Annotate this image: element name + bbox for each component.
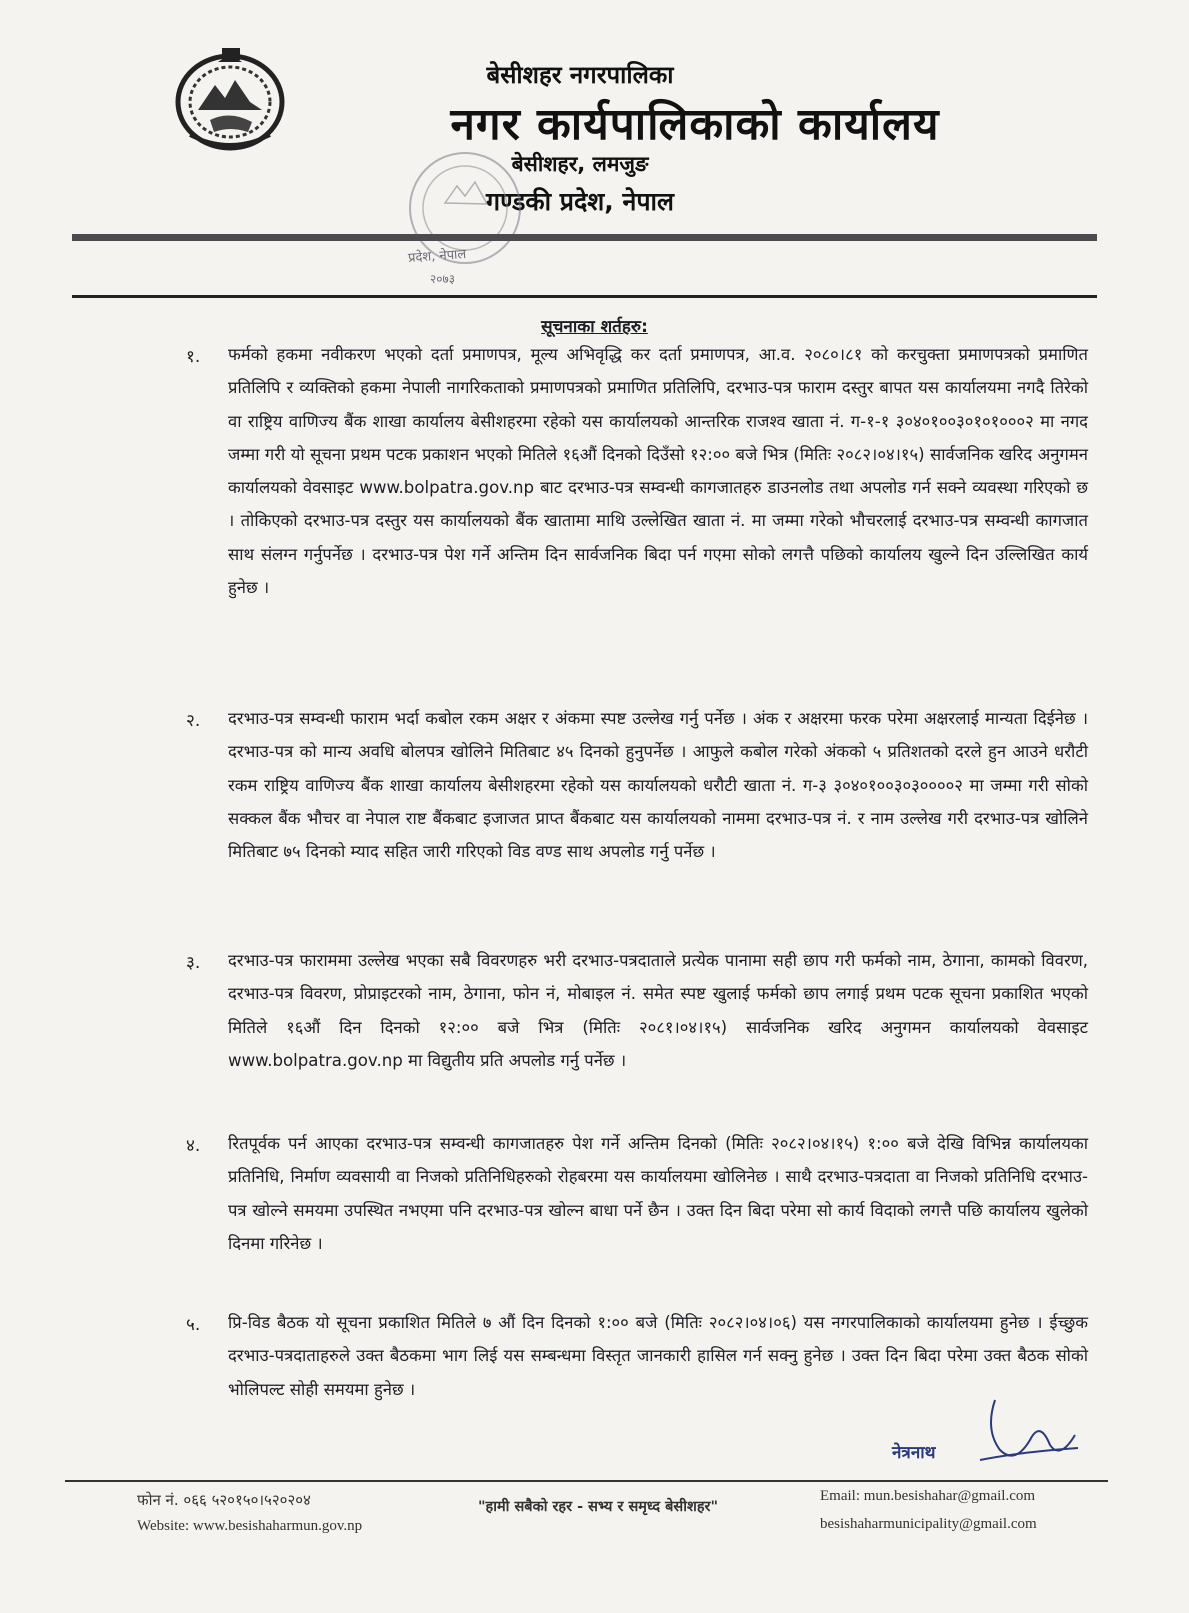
office-stamp (395, 148, 535, 288)
handwritten-signature (880, 1390, 1080, 1480)
footer-phone: फोन नं. ०६६ ५२०१५०।५२०२०४ (137, 1491, 311, 1509)
notice-item-5: प्रि-विड बैठक यो सूचना प्रकाशित मितिले ७ औं दिन दिनको १:०० बजे (मितिः २०८२।०४।०६) यस नगरपालिकाको कार्यालयमा हुनेछ । ईच्छुक दरभाउ-पत्रदाताहरुले उक्त बैठकमा भाग लिई यस सम्बन्धमा विस्तृत जानकारी हासिल गर्न सक्नु हुनेछ । उक्त दिन बिदा परेमा उक्त बैठक सोको भोलिपल्ट सोही समयमा हुनेछ । (228, 1313, 1088, 1399)
office-name: नगर कार्यपालिकाको कार्यालय (450, 99, 940, 150)
footer-email-1: Email: mun.besishahar@gmail.com (820, 1488, 1036, 1504)
header-divider-thick (72, 234, 1097, 241)
signatory-name: नेत्रनाथ (892, 1443, 936, 1463)
nepal-emblem-icon (170, 40, 290, 155)
notice-title: सूचनाका शर्तहरु: (541, 317, 648, 337)
notice-item-2: दरभाउ-पत्र सम्वन्धी फाराम भर्दा कबोल रकम अक्षर र अंकमा स्पष्ट उल्लेख गर्नु पर्नेछ । अंक र अक्षरमा फरक परेमा अक्षरलाई मान्यता दिईनेछ । दरभाउ-पत्र को मान्य अवधि बोलपत्र खोलिने मितिबाट ४५ दिनको हुनुपर्नेछ । आफुले कबोल गरेको अंकको ५ प्रतिशतको दरले हुन आउने धरौटी रकम राष्ट्रिय वाणिज्य बैंक शाखा कार्यालय बेसीशहरमा रहेको यस कार्यालयको धरौटी खाता नं. ग-३ ३०४०१००३०३००००२ मा जम्मा गरी सोको सक्कल बैंक भौचर वा नेपाल राष्ट बैंकबाट इजाजत प्राप्त बैंकबाट यस कार्यालयको नाममा दरभाउ-पत्र नं. र नाम उल्लेख गरी दरभाउ-पत्र खोलिने मितिबाट ७५ दिनको म्याद सहित जारी गरिएको विड वण्ड साथ अपलोड गर्नु पर्नेछ । (228, 709, 1088, 862)
province-country: गण्डकी प्रदेश, नेपाल (486, 187, 674, 216)
item-number: ४. (186, 1136, 201, 1156)
item-number: ३. (186, 953, 201, 973)
footer-website: Website: www.besishaharmun.gov.np (137, 1518, 363, 1534)
footer-divider (65, 1480, 1108, 1482)
header-divider-thin (72, 295, 1097, 298)
municipality-name: बेसीशहर नगरपालिका (486, 61, 674, 89)
item-number: १. (186, 347, 201, 367)
item-number: ५. (186, 1315, 201, 1335)
notice-item-4: रितपूर्वक पर्न आएका दरभाउ-पत्र सम्वन्धी कागजातहरु पेश गर्ने अन्तिम दिनको (मितिः २०८२।०४।१५) १:०० बजे देखि विभिन्न कार्यालयका प्रतिनिधि, निर्माण व्यवसायी वा निजको प्रतिनिधिहरुको रोहबरमा यस कार्यालयमा खोलिनेछ । साथै दरभाउ-पत्रदाता वा निजको प्रतिनिधि दरभाउ-पत्र खोल्ने समयमा उपस्थित नभएमा पनि दरभाउ-पत्र खोल्न बाधा पर्ने छैन । उक्त दिन बिदा परेमा सो कार्य विदाको लगत्तै पछि कार्यालय खुलेको दिनमा गरिनेछ । (228, 1134, 1088, 1253)
item-number: २. (186, 711, 201, 731)
footer-email-2: besishaharmunicipality@gmail.com (820, 1516, 1037, 1532)
stamp-year: २०७३ (430, 272, 455, 286)
notice-item-3: दरभाउ-पत्र फाराममा उल्लेख भएका सबै विवरणहरु भरी दरभाउ-पत्रदाताले प्रत्येक पानामा सही छाप गरी फर्मको नाम, ठेगाना, कामको विवरण, दरभाउ-पत्र विवरण, प्रोप्राइटरको नाम, ठेगाना, फोन नं, मोबाइल नं. समेत स्पष्ट खुलाई फर्मको छाप लगाई प्रथम पटक सूचना प्रकाशित भएको मितिले १६औं दिन दिनको १२:०० बजे भित्र (मितिः २०८१।०४।१५) सार्वजनिक खरिद अनुगमन कार्यालयको वेवसाइट www.bolpatra.gov.np मा विद्युतीय प्रति अपलोड गर्नु पर्नेछ । (228, 951, 1088, 1070)
footer-slogan: "हामी सबैको रहर - सभ्य र समृध्द बेसीशहर" (478, 1499, 719, 1515)
office-location: बेसीशहर, लमजुङ (511, 152, 649, 176)
stamp-text: प्रदेश, नेपाल (407, 246, 467, 267)
notice-item-1: फर्मको हकमा नवीकरण भएको दर्ता प्रमाणपत्र, मूल्य अभिवृद्धि कर दर्ता प्रमाणपत्र, आ.व. २०८०।८१ को करचुक्ता प्रमाणपत्रको प्रमाणित प्रतिलिपि र व्यक्तिको हकमा नेपाली नागरिकताको प्रमाणपत्रको प्रमाणित प्रतिलिपि, दरभाउ-पत्र फाराम दस्तुर बापत यस कार्यालयमा नगदै तिरेको वा राष्ट्रिय वाणिज्य बैंक शाखा कार्यालय बेसीशहरमा रहेको यस कार्यालयको आन्तरिक राजश्व खाता नं. ग-१-१ ३०४०१००३०१०१०००२ मा नगद जम्मा गरी यो सूचना प्रथम पटक प्रकाशन भएको मितिले १६औं दिनको दिउँसो १२:०० बजे भित्र (मितिः २०८२।०४।१५) सार्वजनिक खरिद अनुगमन कार्यालयको वेवसाइट www.bolpatra.gov.np बाट दरभाउ-पत्र सम्वन्धी कागजातहरु डाउनलोड तथा अपलोड गर्न सक्ने व्यवस्था गरिएको छ । तोकिएको दरभाउ-पत्र दस्तुर यस कार्यालयको बैंक खातामा माथि उल्लेखित खाता नं. मा जम्मा गरेको भौचरलाई दरभाउ-पत्र सम्वन्धी कागजात साथ संलग्न गर्नुपर्नेछ । दरभाउ-पत्र पेश गर्ने अन्तिम दिन सार्वजनिक बिदा पर्न गएमा सोको लगत्तै पछिको कार्यालय खुल्ने दिन उल्लिखित कार्य हुनेछ । (228, 345, 1088, 598)
